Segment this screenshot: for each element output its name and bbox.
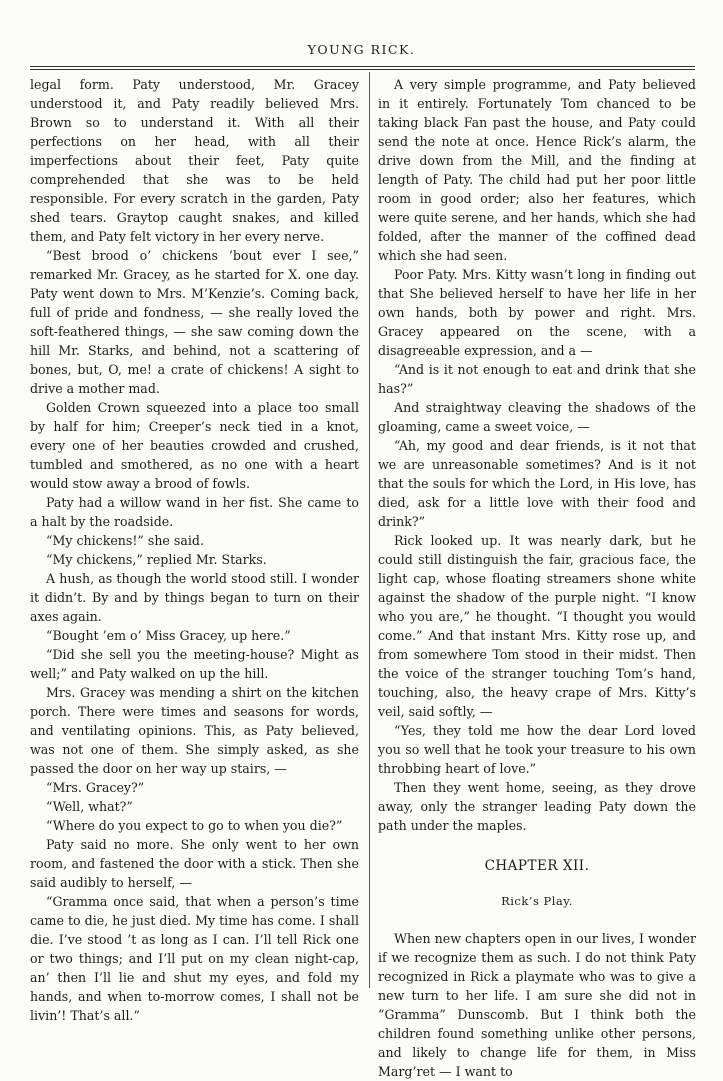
paragraph: Rick looked up. It was nearly dark, but he could still distinguish the fair, gracious face, the light cap, whose floating streamers shone white against the shadow of the purple night. “I know who you are,” he thought. “I thought you would come.” And that instant Mrs. Kitty rose up, and from somewhere Tom stood in their midst. Then the voice of the stranger touching Tom’s hand, touching, also, the heavy crape of Mrs. Kitty’s veil, said softly, — — [378, 533, 696, 719]
paragraph: “Best brood o’ chickens ’bout ever I see,” remarked Mr. Gracey, as he started for X. one day. Paty went down to Mrs. M’Kenzie’s. Coming back, full of pride and fondness, — she really loved the soft-feathered things, — she saw coming down the hill Mr. Starks, and behind, not a scattering of bones, but, O, me! a crate of chickens! A sight to drive a mother mad. — [30, 248, 359, 396]
paragraph: Then they went home, seeing, as they drove away, only the stranger leading Paty down the path under the maples. — [378, 780, 696, 833]
paragraph: “Gramma once said, that when a person’s time came to die, he just died. My time has come. I shall die. I’ve stood ’t as long as I can. I’ll tell Rick one or two things; and I’ll put on my clean night-cap, an’ then I’ll lie and shut my eyes, and fold my hands, and when to-morrow comes, I shall not be livin’! That’s all.” — [30, 894, 359, 1023]
chapter-heading: CHAPTER XII. — [484, 858, 590, 874]
paragraph: Mrs. Gracey was mending a shirt on the kitchen porch. There were times and seasons for words, and ventilating opinions. This, as Paty believed, was not one of them. She simply asked, as she passed the door on her way up stairs, — — [30, 685, 359, 776]
header-rule-inner — [30, 69, 695, 70]
paragraph: legal form. Paty understood, Mr. Gracey understood it, and Paty readily believed Mrs. Brown so to understand it. With all their perfections on her head, with all their imperfections about their feet, Paty quite comprehended that she was to be held responsible. For every scratch in the garden, Paty shed tears. Graytop caught snakes, and killed them, and Paty felt victory in her every nerve. — [30, 77, 359, 244]
paragraph: “Where do you expect to go to when you die?” — [46, 818, 343, 833]
paragraph: “Did she sell you the meeting-house? Might as well;” and Paty walked on up the hill. — [30, 647, 359, 681]
paragraph: “Well, what?” — [46, 799, 133, 814]
left-column — [30, 75, 359, 1025]
paragraph: “Yes, they told me how the dear Lord loved you so well that he took your treasure to his own throbbing heart of love.” — [378, 723, 696, 776]
paragraph: When new chapters open in our lives, I wonder if we recognize them as such. I do not think Paty recognized in Rick a playmate who was to give a new turn to her life. I am sure she did not in “Gramma” Dunscomb. But I think both the children found something unlike other persons, and likely to change life for them, in Miss Marg’ret — I want to — [378, 931, 696, 1079]
paragraph: A very simple programme, and Paty believed in it entirely. Fortunately Tom chanced to be taking black Fan past the house, and Paty could send the note at once. Hence Rick’s alarm, the drive down from the Mill, and the finding at length of Paty. The child had put her poor little room in good order; also her features, which were quite serene, and her hands, which she had folded, after the manner of the coffined dead which she had seen. — [378, 77, 696, 263]
right-column — [378, 75, 696, 1081]
paragraph: “And is it not enough to eat and drink that she has?” — [378, 362, 696, 396]
running-head: YOUNG RICK. — [307, 42, 416, 57]
paragraph: “Mrs. Gracey?” — [46, 780, 145, 795]
paragraph: “Ah, my good and dear friends, is it not that we are unreasonable sometimes? And is it not that the souls for which the Lord, in His love, has died, ask for a little love with their food and drink?” — [378, 438, 696, 529]
chapter-title: Rick’s Play. — [501, 894, 573, 908]
paragraph: “Bought ’em o’ Miss Gracey, up here.” — [46, 628, 291, 643]
paragraph: Paty said no more. She only went to her own room, and fastened the door with a stick. Then she said audibly to herself, — — [30, 837, 359, 890]
header-rule — [30, 66, 695, 67]
paragraph: Poor Paty. Mrs. Kitty wasn’t long in finding out that She believed herself to have her life in her own hands, both by power and right. Mrs. Gracey appeared on the scene, with a disagreeable expression, and a — — [378, 267, 696, 358]
paragraph: And straightway cleaving the shadows of the gloaming, came a sweet voice, — — [378, 400, 696, 434]
paragraph: Golden Crown squeezed into a place too small by half for him; Creeper’s neck tied in a knot, every one of her beauties crowded and crushed, tumbled and smothered, as no one with a heart would stow away a brood of fowls. — [30, 400, 359, 491]
column-divider — [369, 72, 370, 988]
paragraph: “My chickens!” she said. — [46, 533, 204, 548]
paragraph: “My chickens,” replied Mr. Starks. — [46, 552, 267, 567]
paragraph: A hush, as though the world stood still. I wonder it didn’t. By and by things began to turn on their axes again. — [30, 571, 359, 624]
paragraph: Paty had a willow wand in her fist. She came to a halt by the roadside. — [30, 495, 359, 529]
